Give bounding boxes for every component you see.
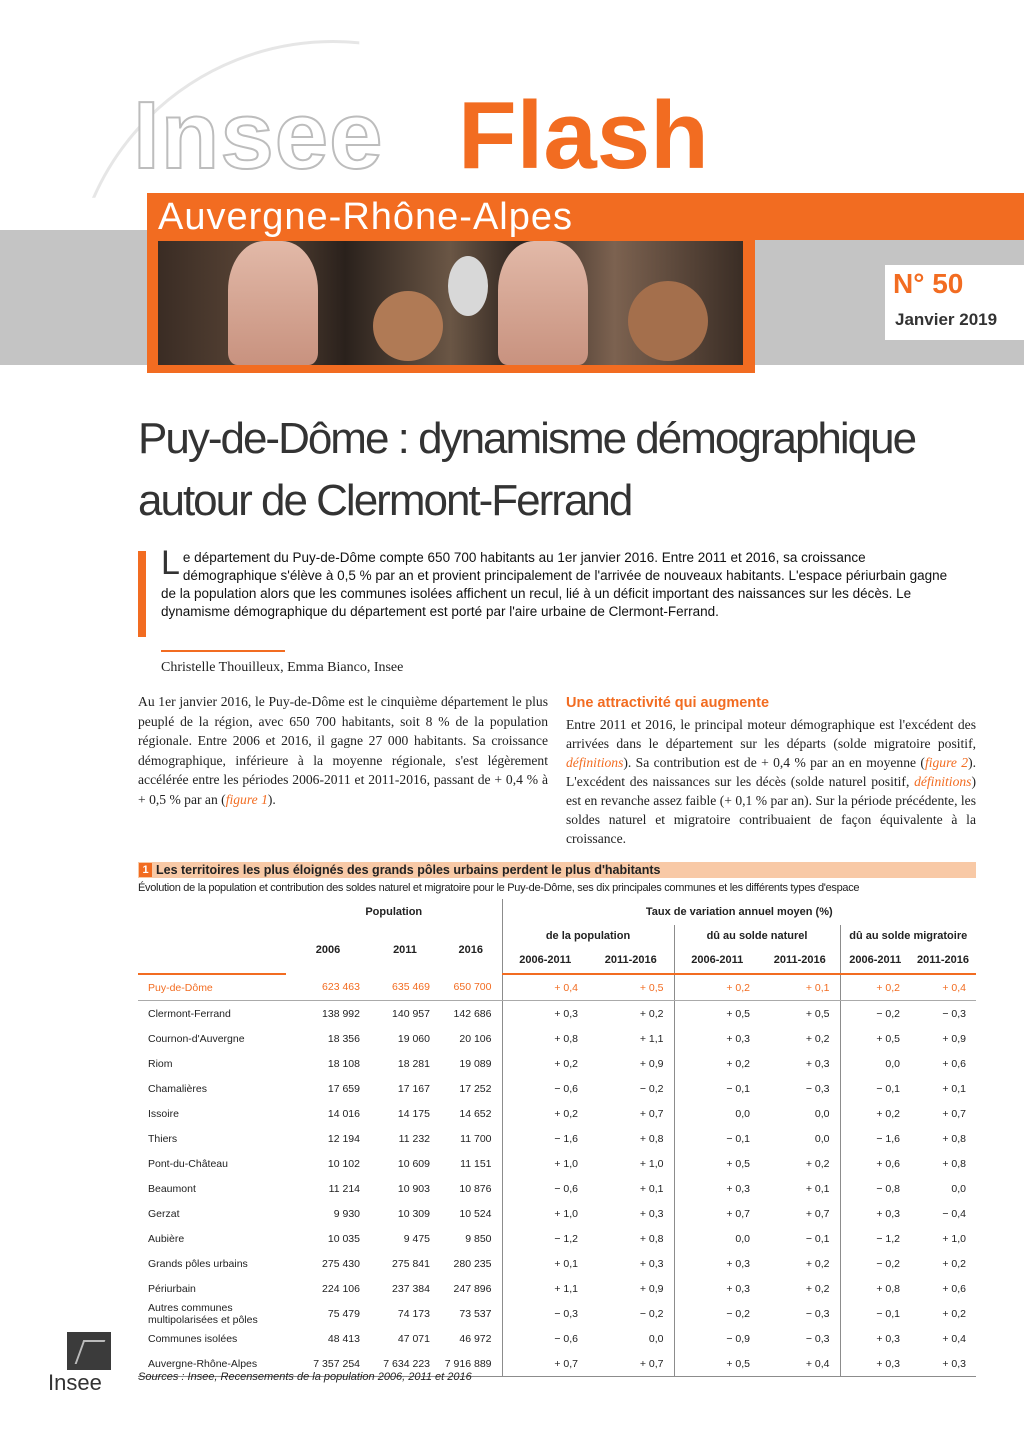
table-cell: + 0,2 [674, 974, 760, 1001]
table-cell: − 0,9 [674, 1326, 760, 1351]
table-cell: + 0,3 [674, 1251, 760, 1276]
table-cell: + 1,1 [502, 1276, 588, 1301]
table-cell: + 1,0 [942, 1232, 966, 1245]
body-text: ). L'excédent des naissances sur les décès (solde naturel positif, [566, 755, 976, 789]
table-cell: + 1,0 [502, 1201, 588, 1226]
table-cell: + 0,7 [588, 1351, 674, 1377]
table-cell: 20 106 [459, 1032, 492, 1045]
figure-link[interactable]: figure 2 [924, 755, 969, 770]
table-cell: + 0,7 [805, 1207, 830, 1220]
body-text: ). [267, 791, 276, 807]
figure-subtitle: Évolution de la population et contribution des soldes naturel et migratoire pour le Puy-de-Dôme, ses dix principales communes et les différents types d'espace [138, 882, 860, 894]
table-cell: − 0,3 [805, 1332, 830, 1345]
table-cell: + 0,3 [502, 1001, 588, 1027]
table-cell: 11 214 [328, 1182, 360, 1195]
table-cell: + 0,3 [840, 1201, 910, 1226]
table-cell: 18 356 [327, 1032, 360, 1045]
table-cell: 0,0 [951, 1182, 966, 1195]
table-cell: + 1,0 [502, 1151, 588, 1176]
row-label: Pont-du-Château [148, 1157, 228, 1170]
table-cell: 18 108 [327, 1057, 360, 1070]
row-label: Chamalières [148, 1082, 207, 1095]
table-cell: + 0,3 [639, 1257, 664, 1270]
table-cell: 623 463 [286, 974, 370, 1001]
table-cell: 650 700 [440, 974, 502, 1001]
table-row [138, 1101, 976, 1126]
table-cell: + 0,2 [942, 1257, 966, 1270]
table-cell: − 0,2 [674, 1301, 760, 1326]
table-cell: − 0,1 [840, 1076, 910, 1101]
author-divider [161, 650, 285, 652]
row-label: Clermont-Ferrand [148, 1007, 231, 1020]
table-cell: + 1,1 [639, 1032, 664, 1045]
table-cell: + 0,8 [942, 1157, 966, 1170]
row-label: Issoire [148, 1107, 179, 1120]
row-label: Gerzat [148, 1207, 180, 1220]
table-row [138, 1001, 976, 1027]
table-cell: 10 102 [327, 1157, 360, 1170]
table-cell: + 0,2 [502, 1101, 588, 1126]
table-cell: 75 479 [327, 1307, 360, 1320]
table-header-period: 2006-2011 [674, 947, 760, 974]
table-cell: + 0,5 [588, 974, 674, 1001]
table-header-period: 2011-2016 [910, 947, 976, 974]
table-cell: 19 060 [397, 1032, 430, 1045]
table-cell: 0,0 [814, 1107, 830, 1120]
table-cell: + 0,4 [910, 974, 976, 1001]
row-label: Communes isolées [148, 1332, 238, 1345]
table-cell: + 0,5 [805, 1007, 830, 1020]
table-cell: + 0,1 [760, 974, 840, 1001]
table-row [138, 1201, 976, 1226]
table-cell: + 0,2 [674, 1051, 760, 1076]
table-header-period: 2011-2016 [760, 947, 840, 974]
table-row [138, 1301, 976, 1326]
table-cell: 14 652 [459, 1107, 492, 1120]
table-cell: + 0,9 [639, 1282, 664, 1295]
table-cell: − 0,3 [805, 1307, 830, 1320]
table-cell: − 0,1 [674, 1126, 760, 1151]
table-header-population-rate: de la population [502, 925, 674, 947]
table-cell: 138 992 [322, 1007, 360, 1020]
table-row [138, 1226, 976, 1251]
table-cell: 11 151 [460, 1157, 492, 1170]
table-header-period: 2011-2016 [588, 947, 674, 974]
table-cell: 17 252 [459, 1082, 492, 1095]
table-cell: + 0,6 [942, 1057, 966, 1070]
table-cell: + 0,1 [639, 1182, 664, 1195]
row-label: Puy-de-Dôme [138, 974, 286, 1001]
brand-insee: Insee [133, 82, 384, 189]
table-cell: 9 475 [403, 1232, 430, 1245]
table-cell: 48 413 [327, 1332, 360, 1345]
table-cell: − 1,6 [502, 1126, 588, 1151]
table-cell: + 0,7 [674, 1201, 760, 1226]
table-row [138, 1076, 976, 1101]
section-heading: Une attractivité qui augmente [566, 695, 770, 711]
table-row [138, 1126, 976, 1151]
table-cell: + 0,8 [639, 1232, 664, 1245]
table-cell: + 0,8 [639, 1132, 664, 1145]
table-header-period: 2006-2011 [840, 947, 910, 974]
body-text: Au 1er janvier 2016, le Puy-de-Dôme est le cinquième département le plus peuplé de la région, avec 650 700 habitants, soit 8 % de la population régionale. Entre 2006 et 2016, il gagne 27 000 habitants. Sa croissance démographique, inférieure à la moyenne régionale, s'est légèrement accélérée entre les périodes 2006-2011 et 2011-2016, passant de + 0,4 % à + 0,5 % par an ( [138, 694, 548, 807]
table-cell: + 0,3 [805, 1057, 830, 1070]
table-cell: + 0,1 [942, 1082, 966, 1095]
table-cell: + 0,1 [805, 1182, 830, 1195]
mannequin-right [498, 241, 588, 365]
table-cell: 10 524 [459, 1207, 492, 1220]
table-cell: 280 235 [453, 1257, 492, 1270]
table-cell: + 0,4 [760, 1351, 840, 1377]
abstract-text: e département du Puy-de-Dôme compte 650 700 habitants au 1er janvier 2016. Entre 2011 et 2016, sa croissance démographique s'élève à 0,5 % par an et provient principalement de l'arrivée de nouveaux habitants. L'espace périurbain gagne de la population alors que les communes isolées affichent un recul, lié à un déficit important des naissances sur les décès. Le dynamisme démographique du département est porté par l'aire urbaine de Clermont-Ferrand. [161, 550, 948, 619]
table-cell: 10 903 [397, 1182, 430, 1195]
body-text: ). Sa contribution est de + 0,4 % par an en moyenne ( [623, 755, 925, 770]
table-cell: + 0,2 [805, 1032, 830, 1045]
table-cell: + 0,2 [942, 1307, 966, 1320]
table-cell: + 0,3 [674, 1276, 760, 1301]
row-label: Autres communes multipolarisées et pôles [148, 1301, 258, 1326]
table-cell: 12 194 [327, 1132, 360, 1145]
table-header-period: 2006-2011 [502, 947, 588, 974]
mannequin-left [228, 241, 318, 365]
table-cell: 10 876 [459, 1182, 492, 1195]
table-cell: 237 384 [392, 1282, 430, 1295]
table-cell: 19 089 [459, 1057, 492, 1070]
figure-link[interactable]: figure 1 [225, 791, 268, 807]
table-row [138, 1151, 976, 1176]
table-cell: + 0,7 [639, 1107, 664, 1120]
table-cell: + 0,1 [502, 1251, 588, 1276]
table-cell: 7 634 223 [370, 1351, 440, 1377]
table-cell: 0,0 [648, 1332, 664, 1345]
table-cell: 142 686 [453, 1007, 492, 1020]
table-cell: + 0,3 [840, 1326, 910, 1351]
table-cell: 73 537 [459, 1307, 492, 1320]
table-row [138, 1176, 976, 1201]
table-cell: 17 167 [397, 1082, 430, 1095]
data-table [138, 899, 976, 1377]
table-cell: 47 071 [397, 1332, 430, 1345]
table-cell: 140 957 [392, 1007, 430, 1020]
table-cell: − 0,1 [674, 1076, 760, 1101]
table-cell: 9 850 [465, 1232, 492, 1245]
table-cell: + 0,5 [674, 1351, 760, 1377]
table-cell: 275 430 [322, 1257, 360, 1270]
table-cell: 635 469 [370, 974, 440, 1001]
table-header-natural: dû au solde naturel [674, 925, 840, 947]
table-cell: + 0,2 [840, 974, 910, 1001]
body-left-column [138, 692, 548, 809]
dropcap: L [161, 544, 180, 582]
table-row [138, 1276, 976, 1301]
insee-logo-icon [67, 1332, 111, 1370]
table-cell: 74 173 [397, 1307, 430, 1320]
table-cell: + 0,2 [805, 1157, 830, 1170]
table-cell: + 0,3 [910, 1351, 976, 1377]
figure-number: 1 [139, 863, 152, 877]
table-cell: 0,0 [840, 1051, 910, 1076]
region-title: Auvergne-Rhône-Alpes [158, 196, 574, 238]
table-cell: 247 896 [453, 1282, 492, 1295]
row-label: Auvergne-Rhône-Alpes [138, 1351, 286, 1377]
table-cell: + 0,2 [805, 1257, 830, 1270]
mannequin-head [628, 281, 708, 361]
table-cell: + 0,3 [674, 1026, 760, 1051]
table-row [138, 974, 976, 1001]
table-cell: 46 972 [459, 1332, 492, 1345]
table-header [138, 947, 286, 974]
row-label: Aubière [148, 1232, 185, 1245]
table-sources: Sources : Insee, Recensements de la population 2006, 2011 et 2016 [138, 1371, 472, 1383]
authors: Christelle Thouilleux, Emma Bianco, Insee [161, 660, 404, 675]
table-cell: + 0,8 [840, 1276, 910, 1301]
table-cell: + 0,2 [502, 1051, 588, 1076]
table-cell: − 0,2 [639, 1082, 664, 1095]
table-cell: + 0,7 [942, 1107, 966, 1120]
table-cell: − 0,1 [840, 1301, 910, 1326]
table-header-population: Population [365, 906, 423, 918]
definitions-link[interactable]: définitions [914, 774, 972, 789]
table-cell: + 0,5 [674, 1001, 760, 1027]
table-cell: 14 016 [327, 1107, 360, 1120]
table-cell: − 1,6 [840, 1126, 910, 1151]
table-cell: + 1,0 [639, 1157, 664, 1170]
table-row [138, 1026, 976, 1051]
figure-title: Les territoires les plus éloignés des grands pôles urbains perdent le plus d'habitants [156, 863, 661, 877]
brand-flash: Flash [458, 82, 709, 189]
table-row [138, 1051, 976, 1076]
table-cell: − 0,4 [942, 1207, 966, 1220]
table-header [138, 925, 286, 947]
table-row [138, 1251, 976, 1276]
table-header [138, 899, 286, 925]
row-label: Cournon-d'Auvergne [148, 1032, 245, 1045]
table-cell: + 0,4 [942, 1332, 966, 1345]
table-cell: 10 309 [397, 1207, 430, 1220]
table-header-year: 2016 [458, 943, 483, 956]
table-cell: − 0,2 [840, 1001, 910, 1027]
table-cell: 224 106 [322, 1282, 360, 1295]
insee-logo-text: Insee [48, 1370, 102, 1395]
table-cell: + 0,2 [805, 1282, 830, 1295]
table-header-taux: Taux de variation annuel moyen (%) [502, 899, 976, 925]
table-cell: 18 281 [397, 1057, 430, 1070]
table-cell: + 0,3 [840, 1351, 910, 1377]
table-cell: + 0,8 [502, 1026, 588, 1051]
row-label: Grands pôles urbains [148, 1257, 248, 1270]
table-cell: 0,0 [674, 1226, 760, 1251]
table-cell: + 0,3 [639, 1207, 664, 1220]
mannequin-head [373, 291, 443, 361]
body-right-column [566, 694, 976, 848]
row-label: Beaumont [148, 1182, 196, 1195]
table-cell: 17 659 [327, 1082, 360, 1095]
table-cell: 14 175 [397, 1107, 430, 1120]
table-cell: + 0,3 [674, 1176, 760, 1201]
table-cell: 11 232 [398, 1132, 430, 1145]
row-label: Thiers [148, 1132, 178, 1145]
table-cell: 0,0 [814, 1132, 830, 1145]
table-cell: 275 841 [392, 1257, 430, 1270]
table-cell: − 0,3 [502, 1301, 588, 1326]
table-cell: − 0,2 [840, 1251, 910, 1276]
row-label: Périurbain [148, 1282, 196, 1295]
table-cell: + 0,2 [840, 1101, 910, 1126]
page-title: Puy-de-Dôme : dynamisme démographique autour de Clermont-Ferrand [138, 414, 916, 525]
table-cell: + 0,5 [674, 1151, 760, 1176]
table-cell: + 0,6 [840, 1151, 910, 1176]
issue-date: Janvier 2019 [895, 310, 998, 329]
abstract-accent-bar [138, 551, 146, 637]
definitions-link[interactable]: définitions [566, 755, 624, 770]
table-cell: 9 930 [333, 1207, 360, 1220]
table-cell: 10 035 [327, 1232, 360, 1245]
table-cell: + 0,8 [942, 1132, 966, 1145]
table-cell: − 0,3 [942, 1007, 966, 1020]
table-cell: + 0,9 [942, 1032, 966, 1045]
issue-number: N° 50 [893, 268, 964, 299]
table-cell: 11 700 [460, 1132, 492, 1145]
table-cell: − 0,3 [805, 1082, 830, 1095]
table-cell: 7 357 254 [286, 1351, 370, 1377]
table-cell: + 0,5 [840, 1026, 910, 1051]
table-cell: − 0,2 [639, 1307, 664, 1320]
abstract [161, 544, 951, 621]
table-cell: − 0,6 [502, 1326, 588, 1351]
body-text: Entre 2011 et 2016, le principal moteur démographique est l'excédent des arrivées dans le département sur les départs (solde migratoire positif, [566, 717, 976, 751]
table-cell: 0,0 [674, 1101, 760, 1126]
table-cell: − 1,2 [502, 1226, 588, 1251]
row-label: Riom [148, 1057, 173, 1070]
table-cell: + 0,2 [639, 1007, 664, 1020]
table-row [138, 1326, 976, 1351]
table-cell: 7 916 889 [440, 1351, 502, 1377]
table-header-year: 2011 [393, 943, 417, 956]
table-cell: + 0,7 [502, 1351, 588, 1377]
mannequin-head [448, 256, 488, 316]
cover-photo [158, 241, 743, 365]
table-header-year: 2006 [315, 943, 341, 956]
table-cell: + 0,4 [502, 974, 588, 1001]
table-cell: + 0,9 [639, 1057, 664, 1070]
table-cell: 10 609 [397, 1157, 430, 1170]
table-cell: − 0,8 [840, 1176, 910, 1201]
table-cell: − 0,6 [502, 1176, 588, 1201]
table-cell: − 0,6 [502, 1076, 588, 1101]
table-cell: + 0,6 [942, 1282, 966, 1295]
body-text: ) est en revanche assez faible (+ 0,1 % par an). Sur la période précédente, les soldes naturel et migratoire contribuaient de façon équivalente à la croissance. [566, 774, 976, 846]
table-cell: − 1,2 [840, 1226, 910, 1251]
table-header-migration: dû au solde migratoire [840, 925, 976, 947]
table-cell: − 0,1 [805, 1232, 830, 1245]
